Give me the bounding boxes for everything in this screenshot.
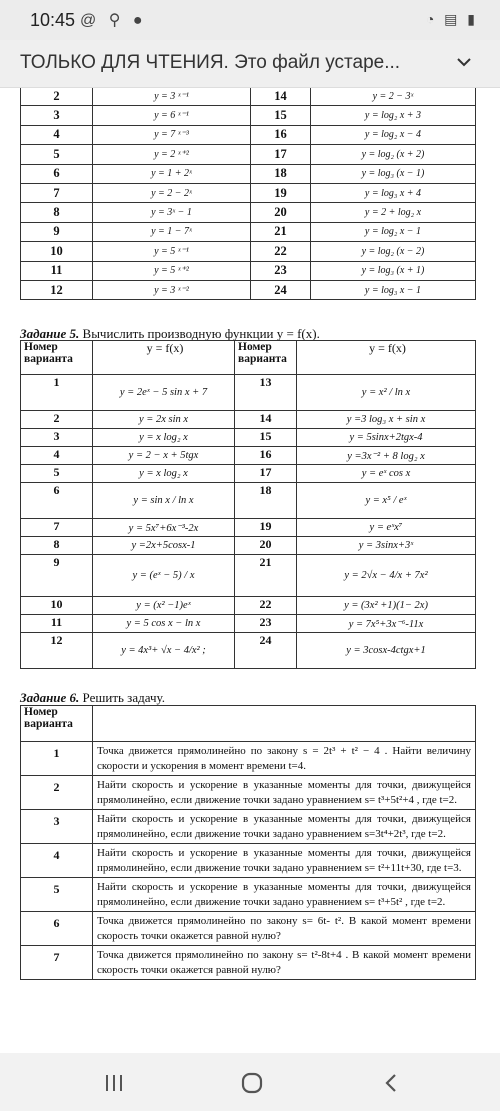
table-row [21, 88, 476, 106]
variant-number: 23 [251, 261, 311, 280]
table-row [21, 878, 476, 912]
table-row [21, 776, 476, 810]
variant-number: 15 [235, 429, 297, 447]
variant-number: 5 [21, 145, 93, 164]
table-row [21, 912, 476, 946]
table-row [21, 465, 476, 483]
variant-number: 11 [21, 261, 93, 280]
variant-number: 6 [21, 483, 93, 519]
function-formula: y = eˣx⁷ [297, 519, 476, 537]
notification-icons: @ ⚲ ● [80, 12, 147, 29]
function-formula: y = 4x³+ √x − 4/x² ; [93, 633, 235, 669]
function-formula: y = 3 ˣ⁻² [93, 280, 251, 299]
col-header-task [93, 706, 476, 742]
variant-number: 16 [251, 125, 311, 144]
function-formula: y = 2 − 3ˣ [311, 88, 476, 106]
variant-number: 10 [21, 242, 93, 261]
table-row [21, 164, 476, 183]
function-formula: y = 5 ˣ⁻¹ [93, 242, 251, 261]
variant-number: 14 [235, 411, 297, 429]
variant-number: 8 [21, 537, 93, 555]
task6-caption: Задание 6. Решить задачу. [20, 690, 165, 705]
recent-apps-icon[interactable] [102, 1071, 126, 1095]
table-row [21, 411, 476, 429]
variant-number: 24 [251, 280, 311, 299]
function-formula: y = 2 − 2ˣ [93, 183, 251, 202]
system-icons: ◔ ▤ ▮ [425, 11, 478, 27]
task-text: Точка движется прямолинейно по закону s= t²-8t+4 . В какой момент времени скорость точки окажется равной нулю? [93, 946, 476, 980]
variant-number: 9 [21, 222, 93, 241]
table-row [21, 810, 476, 844]
variant-number: 19 [235, 519, 297, 537]
table-row [21, 555, 476, 597]
function-formula: y = sin x / ln x [93, 483, 235, 519]
function-formula: y = x log₂ x [93, 465, 235, 483]
table-row [21, 615, 476, 633]
function-formula: y =3x⁻² + 8 log₂ x [297, 447, 476, 465]
function-formula: y = x⁵ / eˣ [297, 483, 476, 519]
function-formula: y = 3sinx+3ˣ [297, 537, 476, 555]
function-formula: y = x log₂ x [93, 429, 235, 447]
function-formula: y = log₃ (x + 1) [311, 261, 476, 280]
function-formula: y = 2eˣ − 5 sin x + 7 [93, 375, 235, 411]
variant-number: 1 [21, 375, 93, 411]
function-formula: y = 2 + log₂ x [311, 203, 476, 222]
function-formula: y = 3cosx-4ctgx+1 [297, 633, 476, 669]
function-formula: y = 3 ˣ⁻¹ [93, 88, 251, 106]
table-row [21, 222, 476, 241]
function-formula: y = log₂ (x − 2) [311, 242, 476, 261]
col-header-function: y = f(x) [93, 341, 235, 375]
task5-table [20, 340, 476, 669]
function-formula: y = 7 ˣ⁻³ [93, 125, 251, 144]
function-formula: y = x² / ln x [297, 375, 476, 411]
col-header-function-2: y = f(x) [297, 341, 476, 375]
task-text: Найти скорость и ускорение в указанные моменты для точки, движущейся прямолинейно, если движение точки задано уравнением s= t³+5t²+4 , где t=2. [93, 776, 476, 810]
task5-caption: Задание 5. Вычислить производную функции y = f(x). [20, 326, 320, 341]
variant-number: 22 [235, 597, 297, 615]
variant-number: 5 [21, 878, 93, 912]
function-formula: y = 2x sin x [93, 411, 235, 429]
document-page[interactable] [0, 88, 500, 1053]
table-row [21, 242, 476, 261]
table-row [21, 183, 476, 202]
variant-number: 18 [251, 164, 311, 183]
status-time: 10:45 [30, 10, 76, 30]
function-formula: y = 6 ˣ⁻¹ [93, 106, 251, 125]
table-row [21, 844, 476, 878]
table-row [21, 125, 476, 144]
variant-number: 17 [251, 145, 311, 164]
navigation-bar [0, 1053, 500, 1111]
table-row [21, 742, 476, 776]
function-formula: y = log₂ (x + 2) [311, 145, 476, 164]
variant-number: 18 [235, 483, 297, 519]
function-formula: y = 2 ˣ⁺² [93, 145, 251, 164]
variant-number: 13 [235, 375, 297, 411]
variant-number: 6 [21, 164, 93, 183]
task-text: Найти скорость и ускорение в указанные моменты для точки, движущейся прямолинейно, если движение точки задано уравнением s=3t⁴+2t³, где t=2. [93, 810, 476, 844]
task6-table [20, 705, 476, 980]
chevron-down-icon[interactable] [454, 52, 474, 72]
variant-number: 12 [21, 280, 93, 299]
function-formula: y = (x² −1)eˣ [93, 597, 235, 615]
table-row [21, 106, 476, 125]
read-only-banner[interactable]: ТОЛЬКО ДЛЯ ЧТЕНИЯ. Это файл устаре... [20, 52, 401, 73]
table-row [21, 447, 476, 465]
variant-number: 7 [21, 519, 93, 537]
variant-number: 4 [21, 844, 93, 878]
function-formula: y = 2√x − 4/x + 7x² [297, 555, 476, 597]
variant-number: 20 [235, 537, 297, 555]
table-row [21, 429, 476, 447]
function-formula: y = 7x⁵+3x⁻⁶-11x [297, 615, 476, 633]
app-header [0, 40, 500, 88]
table-row [21, 261, 476, 280]
variant-number: 10 [21, 597, 93, 615]
function-formula: y = 5x⁷+6x⁻³-2x [93, 519, 235, 537]
function-formula: y = 5 cos x − ln x [93, 615, 235, 633]
task-text: Точка движется прямолинейно по закону s= 6t- t². В какой момент времени скорость точки окажется равной нулю? [93, 912, 476, 946]
function-formula: y = log₂ x + 3 [311, 106, 476, 125]
variant-number: 3 [21, 810, 93, 844]
variant-number: 24 [235, 633, 297, 669]
function-formula: y = 5sinx+2tgx-4 [297, 429, 476, 447]
variant-number: 7 [21, 946, 93, 980]
function-formula: y = log₃ x − 1 [311, 280, 476, 299]
variant-number: 6 [21, 912, 93, 946]
col-header-variant-2: Номер варианта [235, 341, 297, 375]
variant-number: 12 [21, 633, 93, 669]
function-formula: y =2x+5cosx-1 [93, 537, 235, 555]
status-bar [0, 0, 500, 40]
variant-number: 2 [21, 411, 93, 429]
back-icon[interactable] [380, 1071, 404, 1095]
function-formula: y = 5 ˣ⁺² [93, 261, 251, 280]
table-row [21, 537, 476, 555]
variant-number: 15 [251, 106, 311, 125]
function-formula: y = log₂ x − 1 [311, 222, 476, 241]
task4-table [20, 88, 476, 300]
variant-number: 21 [235, 555, 297, 597]
variant-number: 17 [235, 465, 297, 483]
col-header-variant: Номер варианта [21, 706, 93, 742]
variant-number: 14 [251, 88, 311, 106]
variant-number: 11 [21, 615, 93, 633]
variant-number: 19 [251, 183, 311, 202]
function-formula: y = 1 + 2ˣ [93, 164, 251, 183]
variant-number: 21 [251, 222, 311, 241]
variant-number: 23 [235, 615, 297, 633]
task-text: Найти скорость и ускорение в указанные моменты для точки, движущейся прямолинейно, если движение точки задано уравнением s= t²+11t+30, где t=3. [93, 844, 476, 878]
variant-number: 4 [21, 447, 93, 465]
variant-number: 4 [21, 125, 93, 144]
function-formula: y = log₃ (x − 1) [311, 164, 476, 183]
home-icon[interactable] [240, 1071, 264, 1095]
table-row [21, 519, 476, 537]
table-row [21, 597, 476, 615]
table-row [21, 946, 476, 980]
function-formula: y = eˣ cos x [297, 465, 476, 483]
variant-number: 22 [251, 242, 311, 261]
variant-number: 2 [21, 776, 93, 810]
table-row [21, 203, 476, 222]
variant-number: 2 [21, 88, 93, 106]
table-row [21, 375, 476, 411]
function-formula: y = 2 − x + 5tgx [93, 447, 235, 465]
function-formula: y =3 log₃ x + sin x [297, 411, 476, 429]
variant-number: 8 [21, 203, 93, 222]
task-text: Точка движется прямолинейно по закону s = 2t³ + t² − 4 . Найти величину скорости и ускорения в момент времени t=4. [93, 742, 476, 776]
col-header-variant: Номер варианта [21, 341, 93, 375]
variant-number: 5 [21, 465, 93, 483]
variant-number: 1 [21, 742, 93, 776]
table-row [21, 633, 476, 669]
table-row [21, 483, 476, 519]
task-text: Найти скорость и ускорение в указанные моменты для точки, движущейся прямолинейно, если движение точки задано уравнением s= t³+5t² , где t=2. [93, 878, 476, 912]
variant-number: 16 [235, 447, 297, 465]
function-formula: y = 3ˣ − 1 [93, 203, 251, 222]
variant-number: 20 [251, 203, 311, 222]
function-formula: y = log₃ x + 4 [311, 183, 476, 202]
function-formula: y = log₂ x − 4 [311, 125, 476, 144]
variant-number: 9 [21, 555, 93, 597]
function-formula: y = 1 − 7ˣ [93, 222, 251, 241]
variant-number: 7 [21, 183, 93, 202]
function-formula: y = (3x² +1)(1− 2x) [297, 597, 476, 615]
table-row [21, 280, 476, 299]
variant-number: 3 [21, 106, 93, 125]
variant-number: 3 [21, 429, 93, 447]
function-formula: y = (eˣ − 5) / x [93, 555, 235, 597]
table-row [21, 145, 476, 164]
